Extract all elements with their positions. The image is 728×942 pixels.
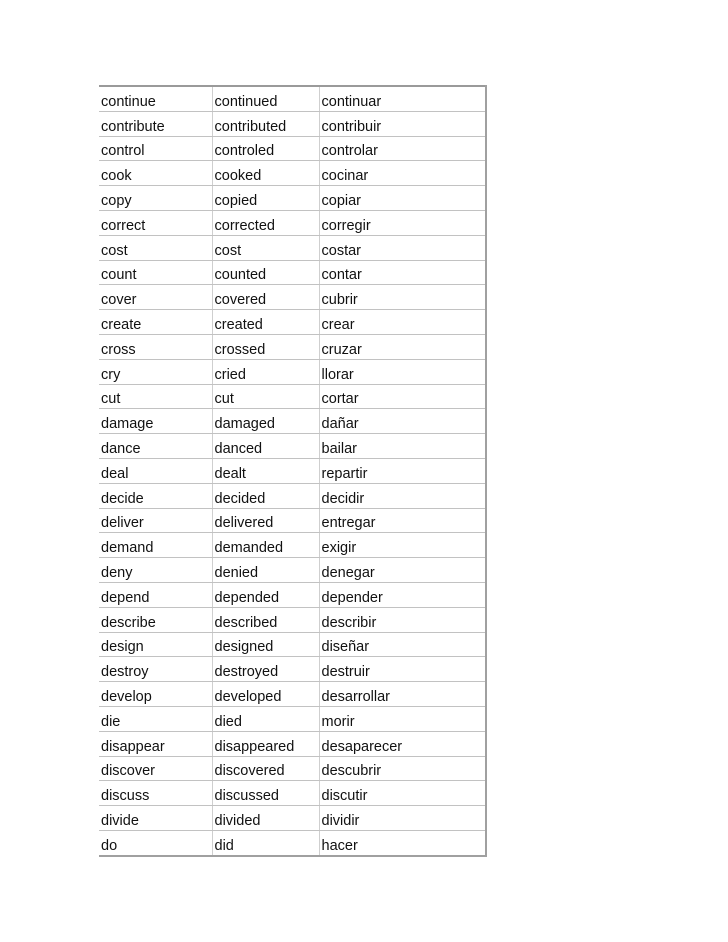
past-tense-cell: copied (212, 186, 319, 211)
infinitive-cell: correct (99, 210, 212, 235)
past-tense-cell: created (212, 310, 319, 335)
table-row (99, 508, 486, 533)
spanish-translation-cell: cortar (319, 384, 486, 409)
table-row (99, 731, 486, 756)
infinitive-cell: die (99, 706, 212, 731)
infinitive-cell: deliver (99, 508, 212, 533)
infinitive-cell: cut (99, 384, 212, 409)
table-row (99, 384, 486, 409)
infinitive-cell: continue (99, 86, 212, 111)
table-row (99, 706, 486, 731)
table-row (99, 483, 486, 508)
table-row (99, 582, 486, 607)
past-tense-cell: designed (212, 632, 319, 657)
table-row (99, 310, 486, 335)
infinitive-cell: discover (99, 756, 212, 781)
past-tense-cell: discussed (212, 781, 319, 806)
past-tense-cell: denied (212, 558, 319, 583)
past-tense-cell: danced (212, 434, 319, 459)
past-tense-cell: developed (212, 682, 319, 707)
spanish-translation-cell: depender (319, 582, 486, 607)
spanish-translation-cell: dividir (319, 806, 486, 831)
table-row (99, 434, 486, 459)
spanish-translation-cell: descubrir (319, 756, 486, 781)
infinitive-cell: do (99, 830, 212, 855)
spanish-translation-cell: desarrollar (319, 682, 486, 707)
spanish-translation-cell: entregar (319, 508, 486, 533)
infinitive-cell: cost (99, 235, 212, 260)
spanish-translation-cell: corregir (319, 210, 486, 235)
infinitive-cell: copy (99, 186, 212, 211)
table-row (99, 458, 486, 483)
table-row (99, 657, 486, 682)
past-tense-cell: described (212, 607, 319, 632)
verb-table (99, 85, 487, 857)
past-tense-cell: dealt (212, 458, 319, 483)
infinitive-cell: disappear (99, 731, 212, 756)
infinitive-cell: deal (99, 458, 212, 483)
past-tense-cell: cost (212, 235, 319, 260)
table-row (99, 111, 486, 136)
past-tense-cell: cut (212, 384, 319, 409)
infinitive-cell: create (99, 310, 212, 335)
table-row (99, 334, 486, 359)
spanish-translation-cell: contar (319, 260, 486, 285)
table-row (99, 682, 486, 707)
infinitive-cell: cook (99, 161, 212, 186)
spanish-translation-cell: denegar (319, 558, 486, 583)
table-row (99, 186, 486, 211)
table-row (99, 359, 486, 384)
infinitive-cell: count (99, 260, 212, 285)
table-row (99, 210, 486, 235)
infinitive-cell: demand (99, 533, 212, 558)
table-row (99, 260, 486, 285)
spanish-translation-cell: cruzar (319, 334, 486, 359)
infinitive-cell: design (99, 632, 212, 657)
spanish-translation-cell: exigir (319, 533, 486, 558)
infinitive-cell: divide (99, 806, 212, 831)
past-tense-cell: crossed (212, 334, 319, 359)
spanish-translation-cell: describir (319, 607, 486, 632)
past-tense-cell: controled (212, 136, 319, 161)
spanish-translation-cell: desaparecer (319, 731, 486, 756)
spanish-translation-cell: continuar (319, 86, 486, 111)
table-row (99, 830, 486, 855)
spanish-translation-cell: dañar (319, 409, 486, 434)
past-tense-cell: continued (212, 86, 319, 111)
spanish-translation-cell: contribuir (319, 111, 486, 136)
past-tense-cell: counted (212, 260, 319, 285)
spanish-translation-cell: crear (319, 310, 486, 335)
infinitive-cell: cross (99, 334, 212, 359)
spanish-translation-cell: discutir (319, 781, 486, 806)
table-row (99, 632, 486, 657)
past-tense-cell: destroyed (212, 657, 319, 682)
table-row (99, 558, 486, 583)
past-tense-cell: cooked (212, 161, 319, 186)
spanish-translation-cell: cubrir (319, 285, 486, 310)
spanish-translation-cell: decidir (319, 483, 486, 508)
spanish-translation-cell: repartir (319, 458, 486, 483)
infinitive-cell: decide (99, 483, 212, 508)
verb-table-body (99, 86, 486, 856)
spanish-translation-cell: cocinar (319, 161, 486, 186)
infinitive-cell: destroy (99, 657, 212, 682)
infinitive-cell: dance (99, 434, 212, 459)
infinitive-cell: control (99, 136, 212, 161)
table-row (99, 86, 486, 111)
infinitive-cell: contribute (99, 111, 212, 136)
table-row (99, 607, 486, 632)
past-tense-cell: cried (212, 359, 319, 384)
table-row (99, 409, 486, 434)
past-tense-cell: damaged (212, 409, 319, 434)
past-tense-cell: delivered (212, 508, 319, 533)
table-row (99, 756, 486, 781)
table-row (99, 136, 486, 161)
infinitive-cell: discuss (99, 781, 212, 806)
past-tense-cell: discovered (212, 756, 319, 781)
past-tense-cell: decided (212, 483, 319, 508)
table-row (99, 235, 486, 260)
past-tense-cell: disappeared (212, 731, 319, 756)
past-tense-cell: divided (212, 806, 319, 831)
past-tense-cell: corrected (212, 210, 319, 235)
infinitive-cell: describe (99, 607, 212, 632)
infinitive-cell: develop (99, 682, 212, 707)
past-tense-cell: demanded (212, 533, 319, 558)
table-row (99, 806, 486, 831)
spanish-translation-cell: hacer (319, 830, 486, 855)
past-tense-cell: contributed (212, 111, 319, 136)
past-tense-cell: depended (212, 582, 319, 607)
infinitive-cell: depend (99, 582, 212, 607)
past-tense-cell: did (212, 830, 319, 855)
table-row (99, 533, 486, 558)
table-row (99, 161, 486, 186)
spanish-translation-cell: copiar (319, 186, 486, 211)
past-tense-cell: covered (212, 285, 319, 310)
infinitive-cell: deny (99, 558, 212, 583)
past-tense-cell: died (212, 706, 319, 731)
infinitive-cell: cry (99, 359, 212, 384)
table-row (99, 285, 486, 310)
spanish-translation-cell: diseñar (319, 632, 486, 657)
spanish-translation-cell: costar (319, 235, 486, 260)
spanish-translation-cell: morir (319, 706, 486, 731)
infinitive-cell: cover (99, 285, 212, 310)
spanish-translation-cell: destruir (319, 657, 486, 682)
infinitive-cell: damage (99, 409, 212, 434)
spanish-translation-cell: llorar (319, 359, 486, 384)
spanish-translation-cell: controlar (319, 136, 486, 161)
table-row (99, 781, 486, 806)
spanish-translation-cell: bailar (319, 434, 486, 459)
